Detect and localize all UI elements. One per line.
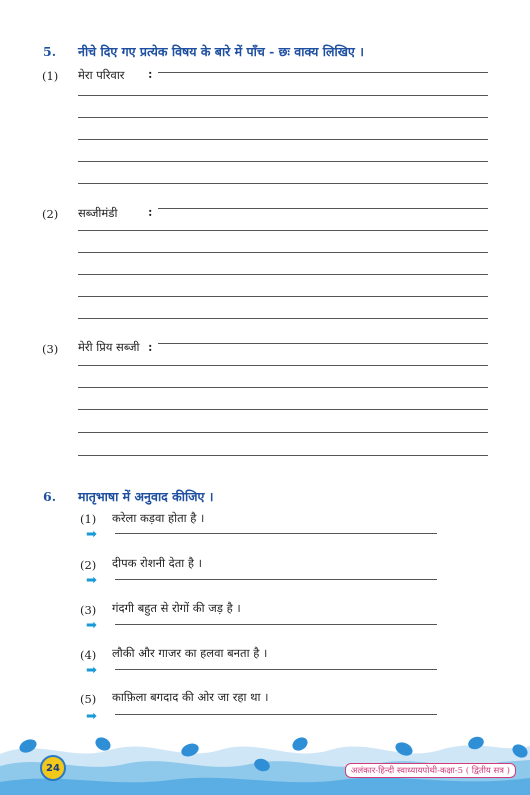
translation-item-2-text: दीपक रोशनी देता है । (112, 556, 203, 570)
answer-line[interactable] (115, 579, 437, 580)
writing-line[interactable] (158, 343, 488, 344)
question-6-number: 6. (43, 489, 57, 504)
arrow-icon: ➡ (86, 709, 97, 724)
topic-1-label: मेरा परिवार (78, 68, 125, 82)
answer-line[interactable] (115, 714, 437, 715)
arrow-icon: ➡ (86, 663, 97, 678)
writing-line[interactable] (78, 455, 488, 456)
leaf-icon (290, 735, 310, 753)
writing-line[interactable] (78, 95, 488, 96)
writing-line[interactable] (158, 72, 488, 73)
footer-book-title: अलंकार-हिन्दी स्वाध्यायपोथी-कक्षा-5 ( द्वितीय सत्र ) (345, 763, 516, 778)
topic-2-colon: : (148, 205, 153, 219)
writing-line[interactable] (78, 183, 488, 184)
topic-2-label: सब्जीमंडी (78, 206, 118, 220)
topic-1-number: (1) (42, 69, 59, 83)
translation-item-5-number: (5) (80, 692, 97, 706)
answer-line[interactable] (115, 624, 437, 625)
page-number-badge: 24 (40, 755, 66, 781)
topic-1-colon: : (148, 67, 153, 81)
translation-item-1-text: करेला कड़वा होता है । (112, 511, 205, 525)
question-5-number: 5. (43, 44, 57, 59)
writing-line[interactable] (78, 274, 488, 275)
translation-item-3-number: (3) (80, 603, 97, 617)
writing-line[interactable] (78, 139, 488, 140)
topic-3-colon: : (148, 340, 153, 354)
writing-line[interactable] (78, 318, 488, 319)
translation-item-1-number: (1) (80, 512, 97, 526)
translation-item-2-number: (2) (80, 558, 97, 572)
question-6-title: मातृभाषा में अनुवाद कीजिए । (78, 489, 214, 504)
writing-line[interactable] (78, 409, 488, 410)
topic-3-label: मेरी प्रिय सब्जी (78, 340, 140, 354)
topic-3-number: (3) (42, 342, 59, 356)
answer-line[interactable] (115, 669, 437, 670)
arrow-icon: ➡ (86, 618, 97, 633)
arrow-icon: ➡ (86, 527, 97, 542)
writing-line[interactable] (78, 161, 488, 162)
writing-line[interactable] (78, 387, 488, 388)
writing-line[interactable] (78, 432, 488, 433)
writing-line[interactable] (78, 117, 488, 118)
translation-item-5-text: काफ़िला बगदाद की ओर जा रहा था । (112, 690, 269, 704)
translation-item-4-number: (4) (80, 648, 97, 662)
topic-2-number: (2) (42, 207, 59, 221)
writing-line[interactable] (78, 252, 488, 253)
arrow-icon: ➡ (86, 573, 97, 588)
writing-line[interactable] (78, 296, 488, 297)
writing-line[interactable] (158, 208, 488, 209)
writing-line[interactable] (78, 230, 488, 231)
writing-line[interactable] (78, 365, 488, 366)
translation-item-4-text: लौकी और गाजर का हलवा बनता है । (112, 646, 268, 660)
question-5-title: नीचे दिए गए प्रत्येक विषय के बारे में पाँच - छः वाक्य लिखिए । (78, 44, 364, 59)
translation-item-3-text: गंदगी बहुत से रोगों की जड़ है । (112, 601, 241, 615)
answer-line[interactable] (115, 533, 437, 534)
